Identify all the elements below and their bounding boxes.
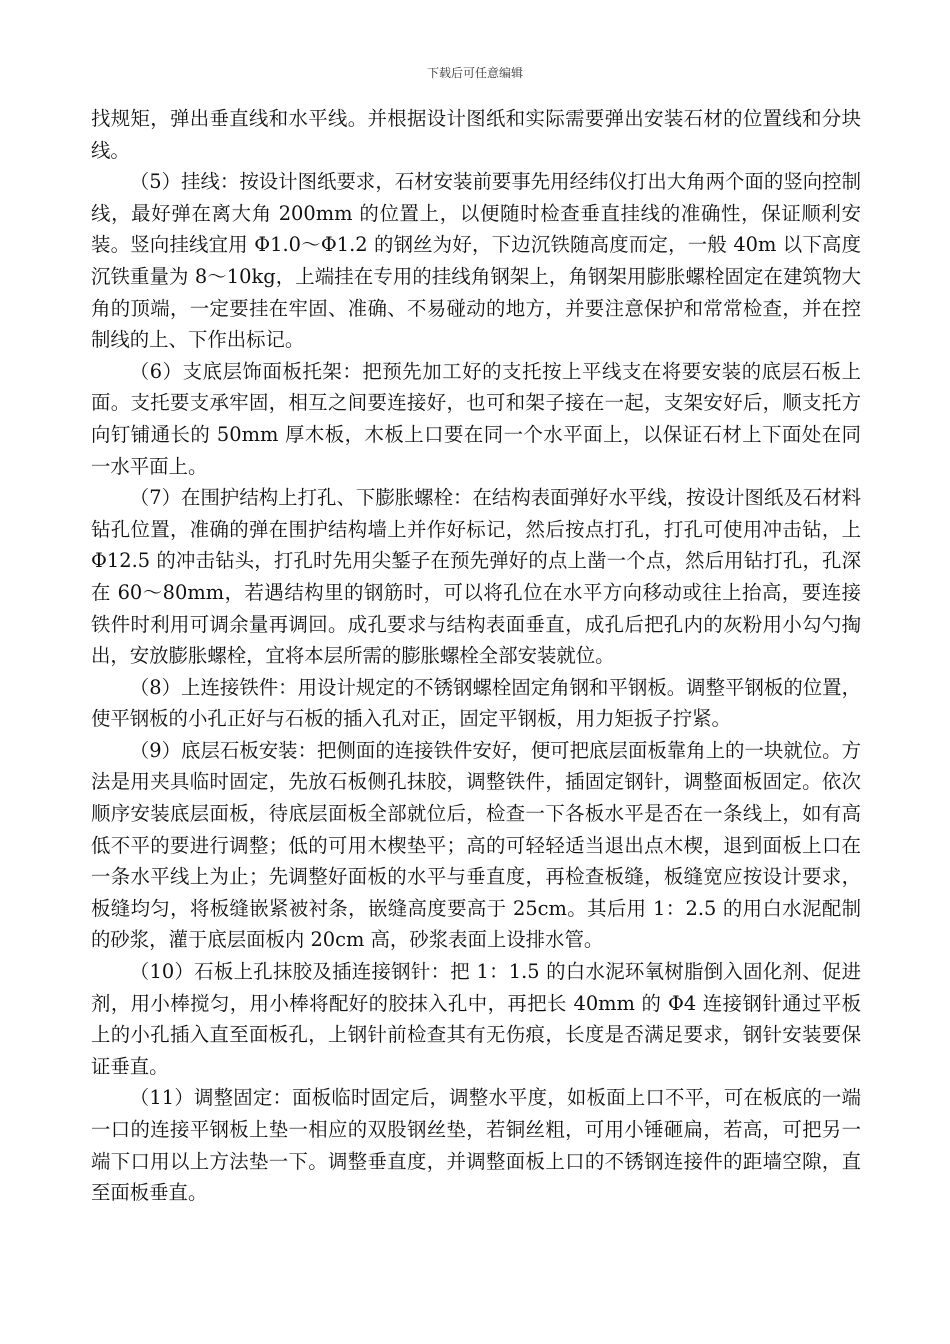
paragraph-step-5: （5）挂线：按设计图纸要求，石材安装前要事先用经纬仪打出大角两个面的竖向控制线，最好弹在离大角 200mm 的位置上，以便随时检查垂直挂线的准确性，保证顺利安装。竖向挂线宜用 Φ1.0～Φ1.2 的钢丝为好，下边沉铁随高度而定，一般 40m 以下高度沉铁重量为 8～10kg，上端挂在专用的挂线角钢架上，角钢架用膨胀螺栓固定在建筑物大角的顶端，一定要挂在牢固、准确、不易碰动的地方，并要注意保护和常常检查，并在控制线的上、下作出标记。 xyxy=(91,170,861,352)
paragraph-step-6: （6）支底层饰面板托架：把预先加工好的支托按上平线支在将要安装的底层石板上面。支托要支承牢固，相互之间要连接好，也可和架子接在一起，支架安好后，顺支托方向钉铺通长的 50mm 厚木板，木板上口要在同一个水平面上，以保证石材上下面处在同一水平面上。 xyxy=(91,359,861,478)
paragraph-step-10: （10）石板上孔抹胶及插连接钢针：把 1：1.5 的白水泥环氧树脂倒入固化剂、促进剂，用小棒搅匀，用小棒将配好的胶抹入孔中，再把长 40mm 的 Φ4 连接钢针通过平板上的小孔插入直至面板孔，上钢针前检查其有无伤痕，长度是否满足要求，钢针安装要保证垂直。 xyxy=(91,960,861,1078)
paragraph-continuation: 找规矩，弹出垂直线和水平线。并根据设计图纸和实际需要弹出安装石材的位置线和分块线。 xyxy=(91,107,861,162)
page-header: 下载后可任意编辑 xyxy=(426,66,523,80)
paragraph-step-11: （11）调整固定：面板临时固定后，调整水平度，如板面上口不平，可在板底的一端一口的连接平钢板上垫一相应的双股钢丝垫，若铜丝粗，可用小锤砸扁，若高，可把另一端下口用以上方法垫一下。调整垂直度，并调整面板上口的不锈钢连接件的距墙空隙，直至面板垂直。 xyxy=(91,1086,861,1205)
paragraph-step-9: （9）底层石板安装：把侧面的连接铁件安好，便可把底层面板靠角上的一块就位。方法是用夹具临时固定，先放石板侧孔抹胶，调整铁件，插固定钢针，调整面板固定。依次顺序安装底层面板，待底层面板全部就位后，检查一下各板水平是否在一条线上，如有高低不平的要进行调整；低的可用木楔垫平；高的可轻轻适当退出点木楔，退到面板上口在一条水平线上为止；先调整好面板的水平与垂直度，再检查板缝，板缝宽应按设计要求，板缝均匀，将板缝嵌紧被衬条，嵌缝高度要高于 25cm。其后用 1：2.5 的用白水泥配制的砂浆，灌于底层面板内 20cm 高，砂浆表面上设排水管。 xyxy=(91,738,861,952)
document-body xyxy=(91,103,861,1209)
paragraph-step-7: （7）在围护结构上打孔、下膨胀螺栓：在结构表面弹好水平线，按设计图纸及石材料钻孔位置，准确的弹在围护结构墙上并作好标记，然后按点打孔，打孔可使用冲击钻，上 Φ12.5 的冲击钻头，打孔时先用尖錾子在预先弹好的点上凿一个点，然后用钻打孔，孔深在 60～80mm，若遇结构里的钢筋时，可以将孔位在水平方向移动或往上抬高，要连接铁件时利用可调余量再调回。成孔要求与结构表面垂直，成孔后把孔内的灰粉用小勾勺掏出，安放膨胀螺栓，宜将本层所需的膨胀螺栓全部安装就位。 xyxy=(91,486,861,668)
paragraph-step-8: （8）上连接铁件：用设计规定的不锈钢螺栓固定角钢和平钢板。调整平钢板的位置，使平钢板的小孔正好与石板的插入孔对正，固定平钢板，用力矩扳子拧紧。 xyxy=(91,675,861,731)
